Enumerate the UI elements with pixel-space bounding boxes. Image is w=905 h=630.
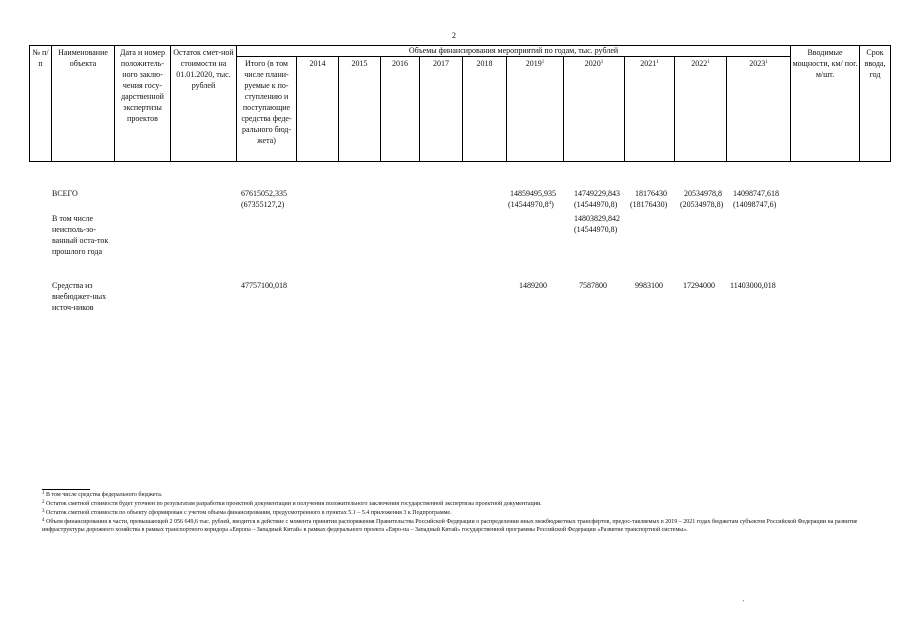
footnote-4 [42,518,880,534]
year-header: 2016 [381,57,420,162]
header-table [29,45,891,162]
footnote-3 [42,509,880,517]
row-total-2022: 20534978,8 [684,189,722,198]
year-header [727,57,791,162]
year-header [564,57,625,162]
year-header: 2015 [339,57,381,162]
row-total-2019: 14859495,935 [510,189,556,198]
col-volumes-title: Объемы финансирования мероприятий по годам, тыс. рублей [237,46,791,57]
year-label: 2022 [691,59,708,68]
col-no-header: № п/п [30,46,52,162]
row-total-2023: 14098747,618 [733,189,779,198]
col-term-header: Срок ввода, год [860,46,891,162]
row-extrabudget-2019: 1489200 [519,281,547,290]
col-remainder-header: Остаток смет-ной стоимости на 01.01.2020, тыс. рублей [171,46,237,162]
year-label: 2021 [640,59,657,68]
col-total-header: Итого (в том числе плани-руемые к по-ступлению и поступающие средства феде-рального бюд-жета) [237,57,297,162]
row-extrabudget-2020: 7587800 [579,281,607,290]
row-extrabudget-sum: 47757100,018 [241,281,287,290]
row-total-2020-federal: (14544970,8) [574,200,618,209]
year-header [507,57,564,162]
row-total-2023-federal: (14098747,6) [733,200,777,209]
row-total-2020: 14749229,843 [574,189,620,198]
year-header: 2018 [463,57,507,162]
footnote-number: 1 [42,491,45,496]
year-label: 2023 [749,59,766,68]
year-footnote-mark: 1 [541,60,545,65]
year-footnote-mark: 1 [765,60,768,65]
row-unused-2020: 14803829,842 [574,214,620,223]
col-date-header: Дата и номер положитель-ного заклю-чения госу-дарственной экспертизы проектов [115,46,171,162]
footnote-text: В том числе средства федерального бюджета. [46,492,163,498]
row-extrabudget-2023: 11403000,018 [730,281,776,290]
footnote-2 [42,500,880,508]
row-unused-label: В том числе неисполь-зо-ванный оста-ток прошлого года [52,214,109,256]
col-capacity-header: Вводимые мощности, км/ пог. м/шт. [791,46,860,162]
footnote-number: 2 [42,500,45,505]
footnote-number: 4 [42,518,45,523]
footnote-number: 3 [42,509,45,514]
year-label: 2020 [584,59,601,68]
year-label: 2019 [525,59,542,68]
year-footnote-mark: 1 [656,60,659,65]
row-total-2022-federal: (20534978,8) [680,200,724,209]
row-extrabudget-2022: 17294000 [683,281,715,290]
row-extrabudget-2021: 9983100 [635,281,663,290]
year-header [625,57,675,162]
row-unused-2020-federal: (14544970,8) [574,225,618,234]
col-name-header: Наименование объекта [52,46,115,162]
footnote-1 [42,491,880,499]
footnote-mark: 4 [548,201,552,206]
value-text: (14544970,8 [508,200,549,209]
row-total-2021-federal: (18176430) [630,200,668,209]
year-footnote-mark: 1 [707,60,710,65]
page-number: 2 [452,31,456,40]
row-extrabudget-label: Средства из внебюджет-ных источ-ников [52,281,107,312]
year-header: 2014 [297,57,339,162]
page-mark: ' [743,600,745,606]
year-header [675,57,727,162]
row-total-label: ВСЕГО [52,189,78,198]
value-close: ) [551,200,554,209]
year-footnote-mark: 1 [600,60,604,65]
row-total-2021: 18176430 [635,189,667,198]
row-total-sum-federal: (67355127,2) [241,200,285,209]
row-total-sum: 67615052,335 [241,189,287,198]
year-header: 2017 [420,57,463,162]
footnote-separator [42,489,90,490]
footnote-text: Объем финансирования в части, превышающей 2 056 649,6 тыс. рублей, вводится в действие с момента принятия распоряжения Правительства Российской Федерации о распределении иных межбюджетных трансфертов, предос-тавляемых в 2019 – 2021 годах бюджетам субъектов Российской Федерации на развитие инфраструктуры дорожного хозяйства в рамках транспортного коридора «Европа – Западный Китай» в рамках федерального проекта «Евро-па – Западный Китай» государственной программы Российской Федерации «Развитие транспортной системы». [42,519,858,533]
footnote-text: Остаток сметной стоимости по объекту сформирован с учетом объема финансирования, предусмотренного в пунктах 5.1 – 5.4 приложения 3 к Подпрограмме. [46,510,452,516]
row-total-2019-federal [508,199,554,210]
footnote-text: Остаток сметной стоимости будет уточнен по результатам разработки проектной документации и получения положительного заключения государственной экспертизы проектной документации. [46,501,542,507]
